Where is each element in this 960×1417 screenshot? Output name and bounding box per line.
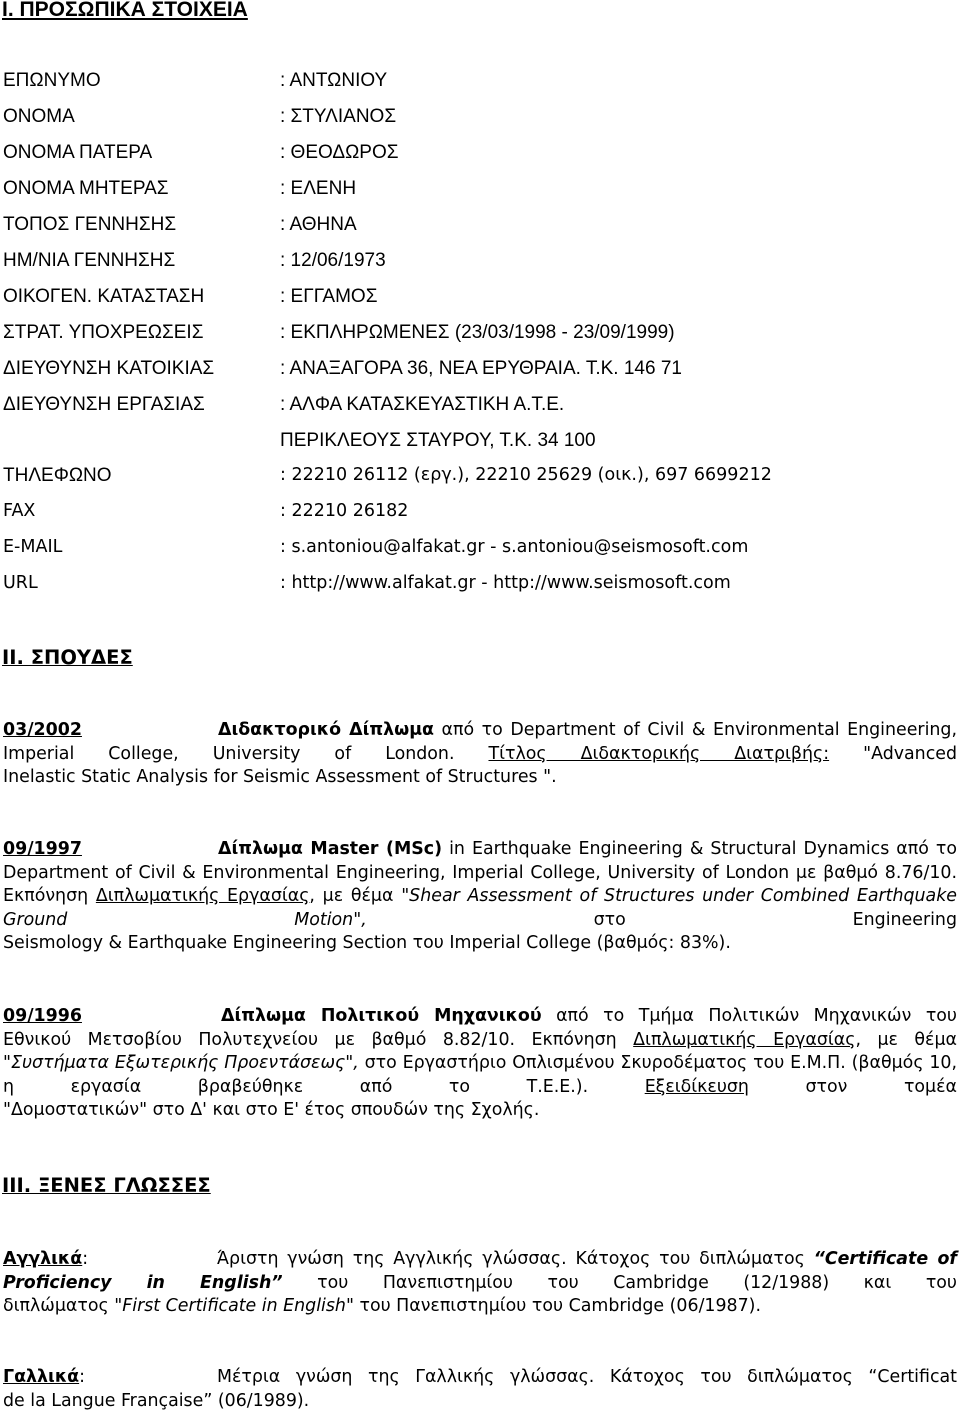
thesis-label: Διπλωματικής Εργασίας	[95, 886, 310, 907]
field-row-home-address	[3, 358, 958, 388]
entry-text: από το Department of Civil & Environmental	[434, 720, 840, 740]
entry-text: "Δομοστατικών" στο Δ' και στο Ε' έτος σπουδών της Σχολής.	[3, 1100, 540, 1120]
field-label: ΣΤΡΑΤ. ΥΠΟΧΡΕΩΣΕΙΣ	[3, 322, 204, 343]
field-row-email	[3, 537, 958, 567]
entry-text: de la Langue Française” (06/1989).	[3, 1391, 310, 1411]
entry-text: Seismology & Earthquake Engineering Section του Imperial College (βαθμός: 83%).	[3, 933, 731, 953]
entry-text: Dynamics από το Department of Civil & Environmental Engineering, Imperial College,	[3, 839, 958, 883]
field-value: : ΕΚΠΛΗΡΩΜΕΝΕΣ (23/03/1998 - 23/09/1999)	[280, 322, 675, 343]
field-label: ΔΙΕΥΘΥΝΣΗ ΕΡΓΑΣΙΑΣ	[3, 394, 205, 415]
field-label: ΔΙΕΥΘΥΝΣΗ ΚΑΤΟΙΚΙΑΣ	[3, 358, 215, 379]
language-colon: :	[79, 1367, 85, 1387]
thesis-title-cont: Inelastic Static Analysis for Seismic Assessment of Structures ".	[3, 767, 557, 787]
field-value: : ΑΛΦΑ ΚΑΤΑΣΚΕΥΑΣΤΙΚΗ Α.Τ.Ε.	[280, 394, 565, 415]
field-row-url	[3, 573, 958, 603]
certificate-name: "First Certificate in English"	[114, 1296, 354, 1316]
field-value: : 12/06/1973	[280, 250, 386, 271]
entry-date: 09/1997	[3, 839, 82, 859]
field-label: ΟΙΚΟΓΕΝ. ΚΑΤΑΣΤΑΣΗ	[3, 286, 205, 307]
language-name: Αγγλικά	[3, 1249, 83, 1269]
field-label: ΟΝΟΜΑ ΠΑΤΕΡΑ	[3, 142, 153, 163]
language-entry-english-cont	[3, 1295, 957, 1319]
thesis-title: "Advanced	[829, 743, 957, 764]
thesis-title-cont: Assessment of Structures under Combined Earthquake Ground Motion",	[3, 886, 957, 930]
entry-date: 03/2002	[3, 720, 82, 740]
field-row-birthdate	[3, 250, 958, 280]
entry-text: στο Εργαστήριο Οπλισμένου Σκυροδέματος του	[358, 1053, 785, 1074]
field-label: ΟΝΟΜΑ ΜΗΤΕΡΑΣ	[3, 178, 169, 199]
field-value: : ΕΛΕΝΗ	[280, 178, 357, 199]
education-entry-phd-cont	[3, 766, 957, 790]
field-label: ΤΗΛΕΦΩΝΟ	[3, 465, 112, 486]
education-entry-msc-cont	[3, 932, 957, 956]
entry-text: του Πανεπιστημίου του Cambridge (06/1987).	[353, 1296, 761, 1316]
entry-text: διπλώματος	[3, 1296, 115, 1316]
entry-text: του Πανεπιστημίου του Cambridge (12/1988) και του	[282, 1272, 957, 1293]
degree-title: Διδακτορικό Δίπλωμα	[218, 720, 434, 740]
entry-text: Άριστη γνώση της Αγγλικής γλώσσας. Κάτοχος του διπλώματος	[217, 1249, 805, 1269]
entry-text: Μέτρια γνώση της Γαλλικής γλώσσας. Κάτοχος του διπλώματος “Certificat	[217, 1367, 957, 1387]
field-value: : s.antoniou@alfakat.gr - s.antoniou@seismosoft.com	[280, 537, 749, 557]
certificate-name: “Certificate of Proficiency in English”	[3, 1249, 957, 1293]
entry-text: από το Τμήμα Πολιτικών Μηχανικών	[541, 1006, 912, 1026]
field-row-father-name	[3, 142, 958, 172]
specialization-label: Εξειδίκευση	[644, 1076, 749, 1097]
field-label: ΗΜ/ΝΙΑ ΓΕΝΝΗΣΗΣ	[3, 250, 176, 271]
field-value: : ΑΘΗΝΑ	[280, 214, 357, 235]
entry-text: του Εθνικού Μετσοβίου Πολυτεχνείου με βαθμό 8.82/10. Εκπόνηση	[3, 1006, 957, 1050]
field-value: : ΘΕΟΔΩΡΟΣ	[280, 142, 399, 163]
education-entry-msc	[3, 838, 957, 932]
entry-text: , με	[855, 1029, 898, 1050]
field-value: : http://www.alfakat.gr - http://www.seismosoft.com	[280, 573, 731, 593]
entry-text: University of London με βαθμό 8.76/10. Εκπόνηση	[3, 862, 958, 907]
entry-text: , με θέμα	[309, 886, 402, 907]
thesis-title: "Shear	[401, 886, 460, 907]
education-entry-phd	[3, 719, 957, 766]
section-title-languages: III. ΞΕΝΕΣ ΓΛΩΣΣΕΣ	[2, 1174, 211, 1197]
education-entry-diploma	[3, 1005, 957, 1099]
entry-text: Ε.Μ.Π. (βαθμός 10, η εργασία βραβεύθηκε από το Τ.Ε.Ε.).	[3, 1053, 958, 1097]
field-value: : ΕΓΓΑΜΟΣ	[280, 286, 378, 307]
language-colon: :	[82, 1249, 89, 1269]
language-entry-french-cont	[3, 1390, 957, 1414]
entry-text: θέμα	[914, 1029, 957, 1050]
thesis-label: Τίτλος Διδακτορικής Διατριβής:	[488, 743, 830, 764]
field-row-phone	[3, 465, 958, 495]
entry-date: 09/1996	[3, 1006, 82, 1026]
degree-title: Δίπλωμα Πολιτικού Μηχανικού	[221, 1006, 542, 1026]
field-label: ΕΠΩΝΥΜΟ	[3, 70, 101, 91]
section-title-personal: I. ΠΡΟΣΩΠΙΚΑ ΣΤΟΙΧΕΙΑ	[2, 0, 248, 21]
field-value: : ΣΤΥΛΙΑΝΟΣ	[280, 106, 397, 127]
field-value: ΠΕΡΙΚΛΕΟΥΣ ΣΤΑΥΡΟΥ, Τ.Κ. 34 100	[280, 430, 596, 451]
thesis-title: "Συστήματα Εξωτερικής Προεντάσεως",	[3, 1053, 359, 1074]
field-label: FAX	[3, 501, 36, 521]
field-row-mother-name	[3, 178, 958, 208]
field-row-birthplace	[3, 214, 958, 244]
entry-text: in Earthquake Engineering & Structural	[442, 839, 797, 859]
field-value: : ΑΝΑΞΑΓΟΡΑ 36, ΝΕΑ ΕΡΥΘΡΑΙΑ. Τ.Κ. 146 71	[280, 358, 682, 379]
field-label: URL	[3, 573, 38, 593]
field-row-marital-status	[3, 286, 958, 316]
field-row-name	[3, 106, 958, 136]
field-row-work-address	[3, 394, 958, 424]
field-value: : ΑΝΤΩΝΙΟΥ	[280, 70, 388, 91]
field-row-fax	[3, 501, 958, 531]
section-title-studies: II. ΣΠΟΥΔΕΣ	[2, 646, 133, 669]
thesis-label: Διπλωματικής Εργασίας	[633, 1029, 856, 1050]
entry-text: Engineering, Imperial College, University of London.	[3, 720, 957, 764]
field-row-military-service	[3, 322, 958, 352]
language-name: Γαλλικά	[3, 1367, 80, 1387]
field-value: : 22210 26112 (εργ.), 22210 25629 (οικ.), 697 6699212	[280, 465, 772, 485]
field-label: ΟΝΟΜΑ	[3, 106, 75, 127]
language-entry-english	[3, 1248, 957, 1295]
entry-text: στον τομέα	[748, 1076, 957, 1097]
entry-text: στο Engineering	[366, 909, 957, 930]
field-value: : 22210 26182	[280, 501, 409, 521]
degree-title: Δίπλωμα Master (MSc)	[218, 839, 443, 859]
language-entry-french	[3, 1366, 957, 1390]
field-label: ΤΟΠΟΣ ΓΕΝΝΗΣΗΣ	[3, 214, 177, 235]
field-row-surname	[3, 70, 958, 100]
field-row-work-address-cont	[3, 430, 958, 460]
education-entry-diploma-cont	[3, 1099, 957, 1123]
field-label: E-MAIL	[3, 537, 63, 557]
